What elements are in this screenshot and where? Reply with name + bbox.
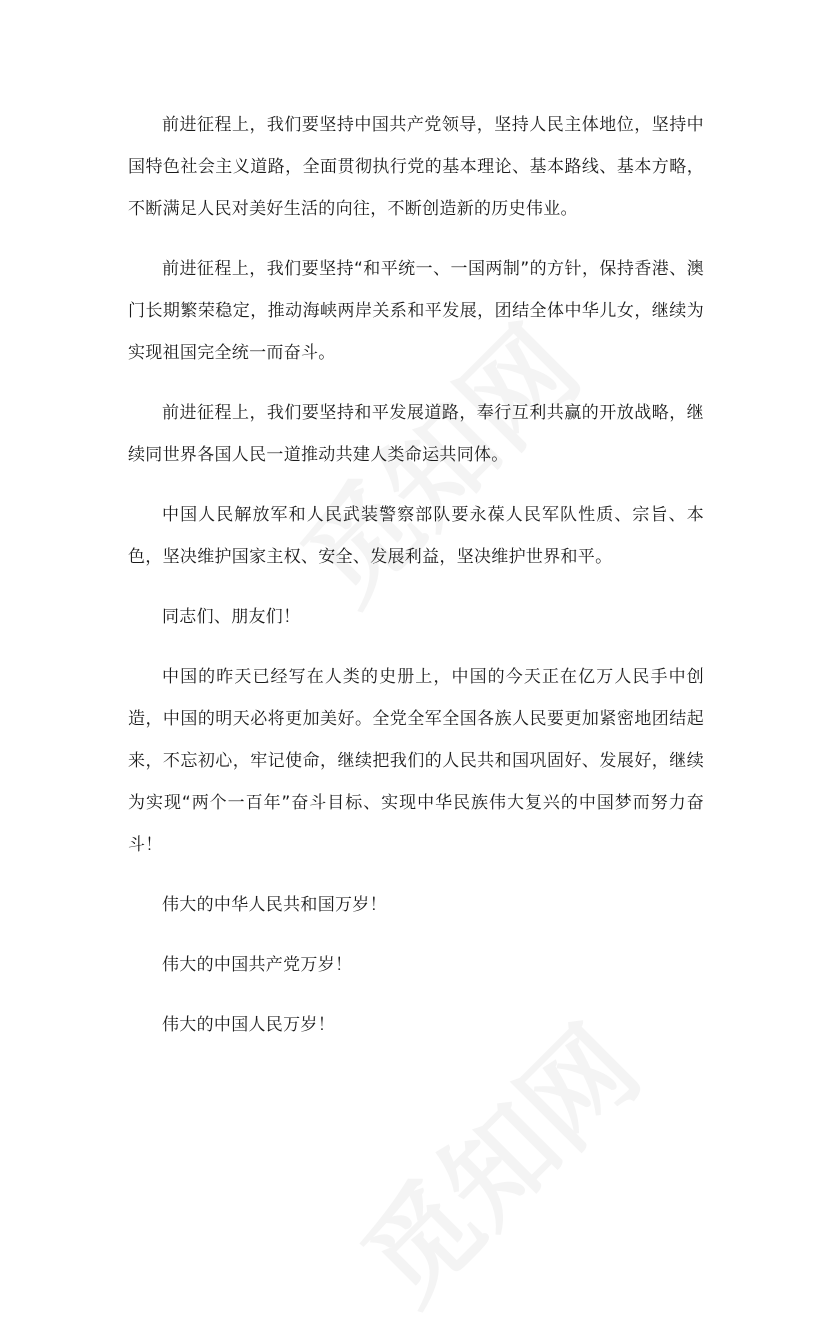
paragraph-5: 同志们、朋友们！ [162,607,301,627]
paragraph-9: 伟大的中国人民万岁！ [162,1015,335,1035]
document-body [128,104,704,1064]
paragraph-7: 伟大的中华人民共和国万岁！ [162,895,387,915]
paragraph-4: 中国人民解放军和人民武装警察部队要永葆人民军队性质、宗旨、本色，坚决维护国家主权、安全、发展利益，坚决维护世界和平。 [128,505,704,567]
paragraph-6: 中国的昨天已经写在人类的史册上，中国的今天正在亿万人民手中创造，中国的明天必将更加美好。全党全军全国各族人民要更加紧密地团结起来，不忘初心，牢记使命，继续把我们的人民共和国巩固好、发展好，继续为实现“两个一百年”奋斗目标、实现中华民族伟大复兴的中国梦而努力奋斗！ [128,667,704,855]
paragraph-2: 前进征程上，我们要坚持“和平统一、一国两制”的方针，保持香港、澳门长期繁荣稳定，推动海峡两岸关系和平发展，团结全体中华儿女，继续为实现祖国完全统一而奋斗。 [128,259,704,363]
paragraph-3: 前进征程上，我们要坚持和平发展道路，奉行互利共赢的开放战略，继续同世界各国人民一道推动共建人类命运共同体。 [128,403,704,465]
paragraph-1: 前进征程上，我们要坚持中国共产党领导，坚持人民主体地位，坚持中国特色社会主义道路，全面贯彻执行党的基本理论、基本路线、基本方略，不断满足人民对美好生活的向往，不断创造新的历史伟业。 [128,115,704,219]
paragraph-8: 伟大的中国共产党万岁！ [162,955,353,975]
